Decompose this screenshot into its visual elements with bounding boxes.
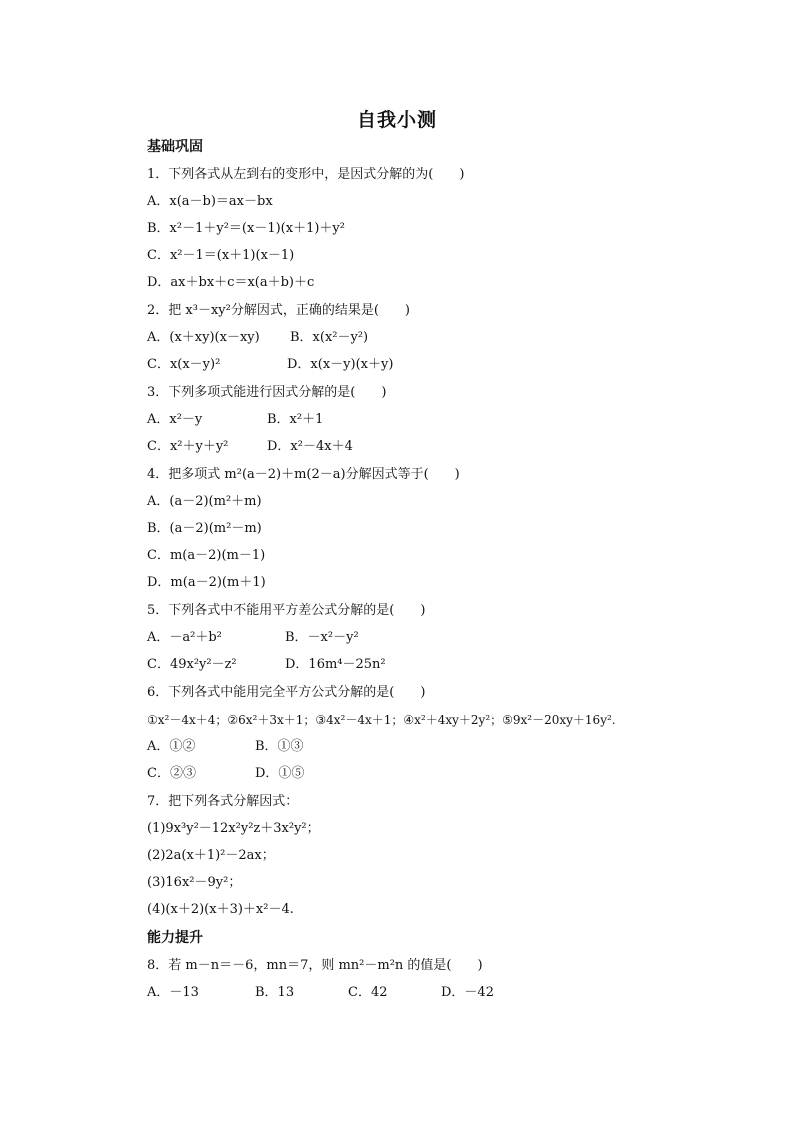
question-2-option-b: B．x(x²－y²) bbox=[290, 330, 369, 345]
question-6-option-a: A．①② bbox=[147, 739, 196, 754]
question-3-option-c: C．x²＋y＋y² bbox=[147, 439, 229, 454]
question-3-option-b: B．x²＋1 bbox=[267, 412, 324, 427]
section-heading-basic: 基础巩固 bbox=[147, 139, 203, 155]
question-6-expression-list: ①x²－4x＋4；②6x²＋3x＋1；③4x²－4x＋1；④x²＋4xy＋2y²；⑤9x²－20xy＋16y². bbox=[147, 713, 616, 727]
question-2-option-a: A．(x＋xy)(x－xy) bbox=[147, 330, 260, 345]
question-7-part-4: (4)(x＋2)(x＋3)＋x²－4. bbox=[147, 902, 294, 917]
question-4-option-c: C．m(a－2)(m－1) bbox=[147, 548, 266, 563]
question-5-stem: 5．下列各式中不能用平方差公式分解的是( ) bbox=[147, 603, 426, 618]
question-6-option-d: D．①⑤ bbox=[255, 766, 305, 781]
question-8-stem: 8．若 m－n＝－6，mn＝7，则 mn²－m²n 的值是( ) bbox=[147, 958, 483, 973]
question-4-option-b: B．(a－2)(m²－m) bbox=[147, 521, 262, 536]
question-7-part-2: (2)2a(x＋1)²－2ax； bbox=[147, 848, 275, 863]
question-4-option-a: A．(a－2)(m²＋m) bbox=[147, 494, 262, 509]
question-7-stem: 7．把下列各式分解因式： bbox=[147, 794, 299, 809]
page-title: 自我小测 bbox=[356, 109, 437, 131]
question-8-option-b: B．13 bbox=[255, 985, 295, 1000]
question-5-option-a: A．－a²＋b² bbox=[147, 630, 222, 645]
section-heading-advanced: 能力提升 bbox=[147, 930, 203, 946]
question-7-part-3: (3)16x²－9y²； bbox=[147, 875, 242, 890]
question-1-option-d: D．ax＋bx＋c＝x(a＋b)＋c bbox=[147, 275, 315, 290]
question-5-option-b: B．－x²－y² bbox=[285, 630, 359, 645]
question-8-option-c: C．42 bbox=[348, 985, 388, 1000]
question-3-stem: 3．下列多项式能进行因式分解的是( ) bbox=[147, 385, 387, 400]
question-1-stem: 1．下列各式从左到右的变形中，是因式分解的为( ) bbox=[147, 167, 465, 182]
question-4-option-d: D．m(a－2)(m＋1) bbox=[147, 575, 266, 590]
question-3-option-d: D．x²－4x＋4 bbox=[267, 439, 353, 454]
question-5-option-c: C．49x²y²－z² bbox=[147, 657, 237, 672]
question-4-stem: 4．把多项式 m²(a－2)＋m(2－a)分解因式等于( ) bbox=[147, 467, 460, 482]
question-5-option-d: D．16m⁴－25n² bbox=[285, 657, 386, 672]
question-2-option-c: C．x(x－y)² bbox=[147, 357, 221, 372]
question-8-option-a: A．－13 bbox=[147, 985, 199, 1000]
question-6-option-b: B．①③ bbox=[255, 739, 304, 754]
question-6-option-c: C．②③ bbox=[147, 766, 196, 781]
question-2-stem: 2．把 x³－xy²分解因式，正确的结果是( ) bbox=[147, 303, 410, 318]
question-3-option-a: A．x²－y bbox=[147, 412, 203, 427]
question-1-option-a: A．x(a－b)＝ax－bx bbox=[147, 194, 273, 209]
question-8-option-d: D．－42 bbox=[441, 985, 494, 1000]
question-7-part-1: (1)9x³y²－12x²y²z＋3x²y²； bbox=[147, 821, 320, 836]
question-2-option-d: D．x(x－y)(x＋y) bbox=[287, 357, 394, 372]
question-1-option-b: B．x²－1＋y²＝(x－1)(x＋1)＋y² bbox=[147, 221, 345, 236]
question-6-stem: 6．下列各式中能用完全平方公式分解的是( ) bbox=[147, 685, 426, 700]
question-1-option-c: C．x²－1＝(x＋1)(x－1) bbox=[147, 248, 295, 263]
